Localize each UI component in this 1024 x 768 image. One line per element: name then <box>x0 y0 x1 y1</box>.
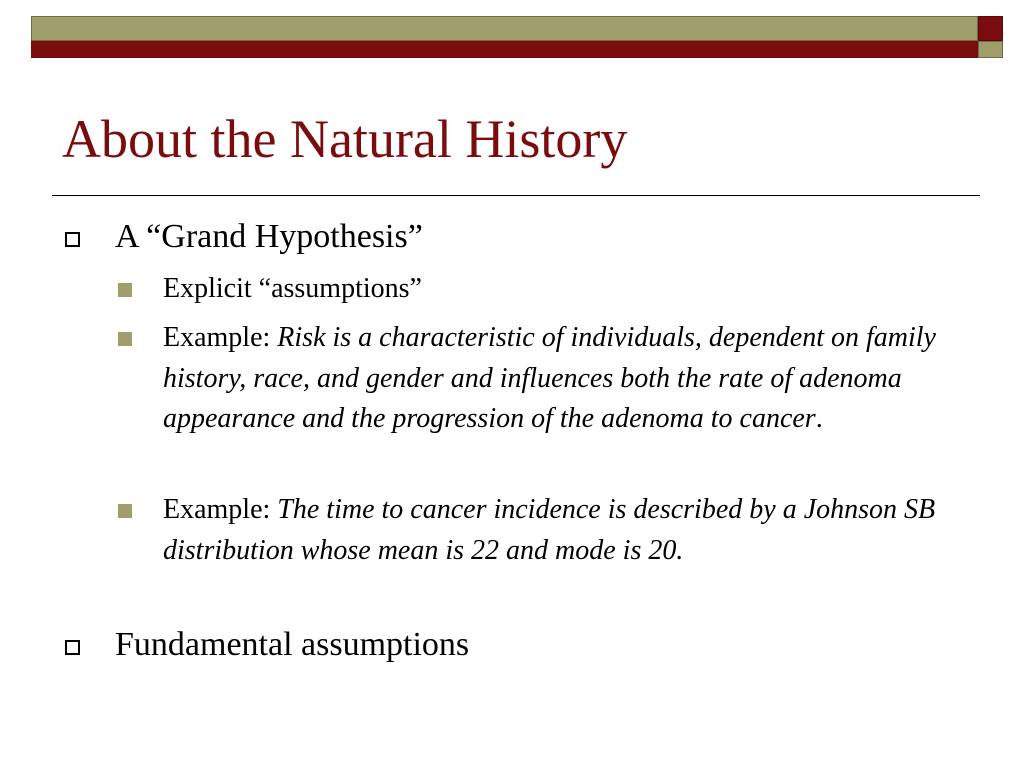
filled-square-bullet-icon <box>118 283 132 297</box>
hollow-square-bullet-icon <box>65 232 80 247</box>
bullet-fundamental-assumptions: Fundamental assumptions <box>115 626 470 663</box>
title-divider <box>52 195 980 196</box>
header-bar-olive <box>31 16 978 41</box>
sub-bullet-example-risk <box>163 318 953 440</box>
example-prefix: Example: <box>163 494 278 525</box>
filled-square-bullet-icon <box>118 504 132 518</box>
example-risk-text: Risk is a characteristic of individuals, dependent on family history, race, and gender and influences both the rate of adenoma appearance and the progression of the adenoma to cancer <box>163 322 936 435</box>
example-time-text: The time to cancer incidence is described by a Johnson SB distribution whose mean is 22 and mode is 20. <box>163 494 936 566</box>
bullet-grand-hypothesis: A “Grand Hypothesis” <box>115 218 423 255</box>
sub-bullet-explicit-assumptions: Explicit “assumptions” <box>163 273 422 304</box>
filled-square-bullet-icon <box>118 332 132 346</box>
slide-title: About the Natural History <box>62 109 628 169</box>
header-bar-maroon <box>31 41 978 58</box>
corner-square-maroon <box>978 16 1003 41</box>
corner-square-olive <box>978 41 1003 58</box>
hollow-square-bullet-icon <box>65 640 80 655</box>
example-risk-period: . <box>815 403 823 435</box>
sub-bullet-example-time <box>163 490 953 571</box>
example-prefix: Example: <box>163 322 278 353</box>
